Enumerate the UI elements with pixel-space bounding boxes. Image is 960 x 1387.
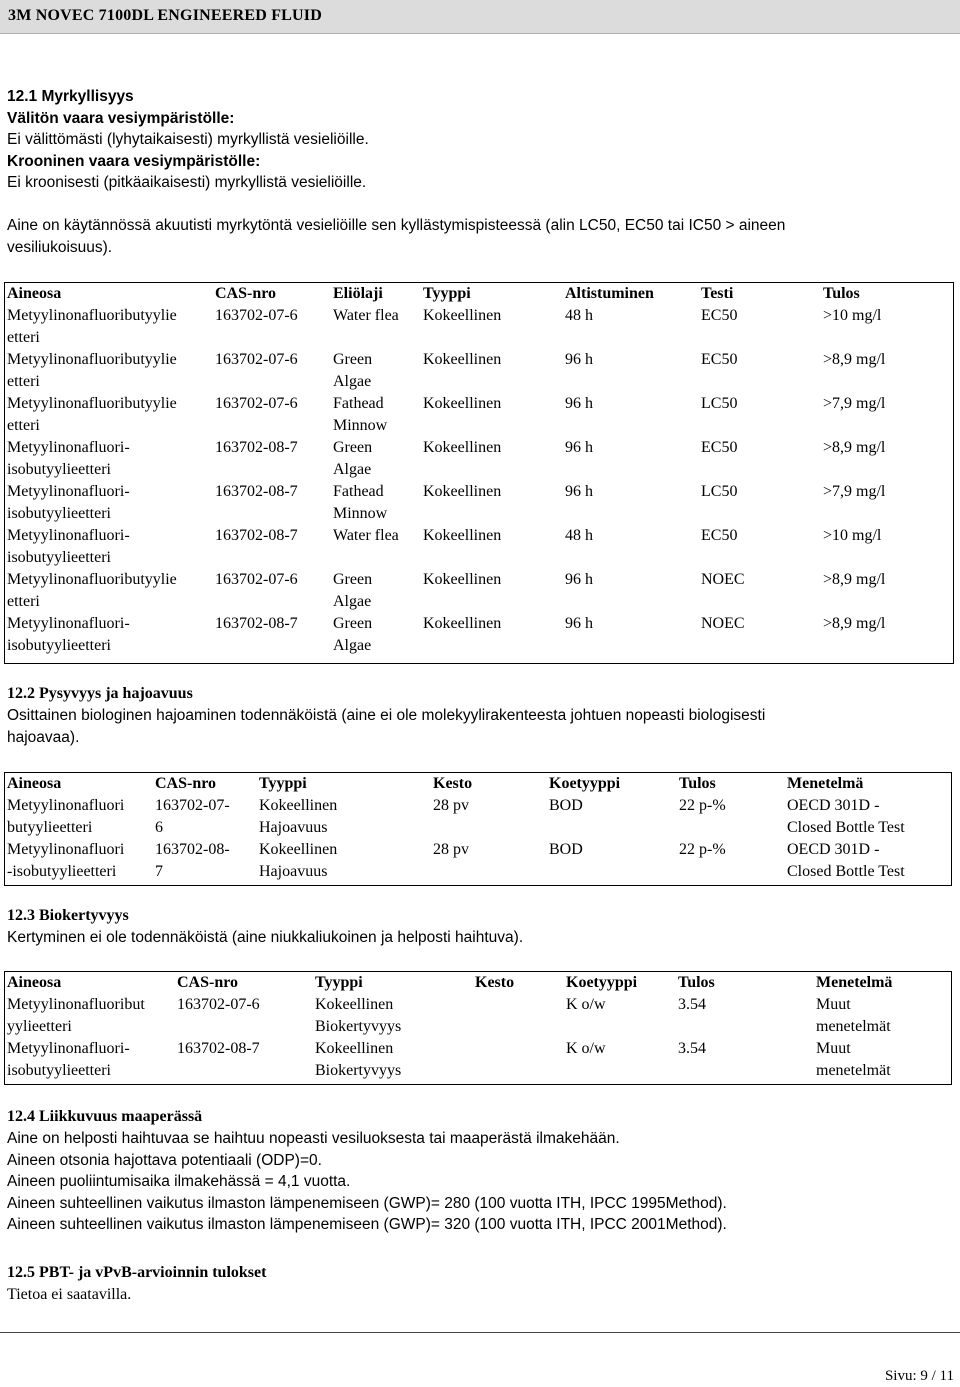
table-cell: 163702-07- 6: [155, 797, 230, 836]
table-cell: Kokeellinen: [423, 571, 502, 588]
column-header: Tyyppi: [423, 285, 471, 302]
table-cell: Metyylinonafluori- isobutyylieetteri: [7, 439, 130, 478]
table-cell: Fathead Minnow: [333, 395, 388, 434]
table-row: [5, 305, 951, 349]
table-cell: Kokeellinen: [423, 439, 502, 456]
table-cell: EC50: [701, 307, 738, 324]
table-cell: Metyylinonafluori- isobutyylieetteri: [7, 1040, 130, 1079]
section-heading: 12.2 Pysyvyys ja hajoavuus: [7, 685, 193, 702]
table-header-row: [5, 283, 951, 305]
column-header: Menetelmä: [787, 775, 864, 792]
table-cell: NOEC: [701, 571, 745, 588]
table-cell: 163702-08-7: [215, 527, 298, 544]
section-degradability: [7, 683, 765, 748]
table-row: [5, 994, 949, 1038]
mobility-lines: [7, 1128, 727, 1236]
column-header: Aineosa: [7, 775, 62, 792]
table-cell: Kokeellinen: [423, 483, 502, 500]
table-cell: Green Algae: [333, 571, 373, 610]
table-cell: OECD 301D - Closed Bottle Test: [787, 797, 905, 836]
table-cell: Muut menetelmät: [816, 996, 891, 1035]
table-cell: [473, 1038, 564, 1082]
table-cell: Metyylinonafluori -isobutyylieetteri: [7, 841, 125, 880]
column-header: Altistuminen: [565, 285, 654, 302]
table-cell: 3.54: [678, 996, 706, 1013]
table-cell: 22 p-%: [679, 841, 726, 858]
column-header: Kesto: [475, 974, 515, 991]
table-cell: Kokeellinen Biokertyvyys: [315, 1040, 402, 1079]
table-cell: 3.54: [678, 1040, 706, 1057]
table-cell: Metyylinonafluori- isobutyylieetteri: [7, 615, 130, 654]
column-header: CAS-nro: [155, 775, 217, 792]
table-cell: K o/w: [566, 1040, 606, 1057]
table-cell: 96 h: [565, 483, 593, 500]
section-mobility: [7, 1106, 727, 1236]
column-header: Tulos: [679, 775, 716, 792]
table-cell: Metyylinonafluori butyylieetteri: [7, 797, 125, 836]
table-row: [5, 839, 949, 883]
degradation-table: [5, 773, 949, 883]
table-cell: Kokeellinen: [423, 527, 502, 544]
table-cell: 163702-08-7: [215, 483, 298, 500]
table-cell: >8,9 mg/l: [823, 615, 886, 632]
degradability-text-line2: hajoavaa).: [7, 728, 80, 746]
table-row: [5, 349, 951, 393]
table-cell: 28 pv: [433, 797, 469, 814]
section-bioaccumulation: [7, 905, 523, 949]
column-header: Testi: [701, 285, 734, 302]
section-heading: 12.4 Liikkuvuus maaperässä: [7, 1108, 203, 1125]
table-cell: Metyylinonafluoributyylie etteri: [7, 307, 177, 346]
table-cell: 22 p-%: [679, 797, 726, 814]
section-toxicity: [7, 86, 785, 258]
table-cell: 163702-07-6: [215, 307, 298, 324]
table-cell: 163702-08-7: [215, 439, 298, 456]
table-cell: >8,9 mg/l: [823, 571, 886, 588]
section-heading: 12.1 Myrkyllisyys: [7, 88, 134, 105]
table-row: [5, 795, 949, 839]
table-cell: Water flea: [333, 527, 399, 544]
document-title: 3M NOVEC 7100DL ENGINEERED FLUID: [8, 7, 322, 24]
table-cell: 96 h: [565, 571, 593, 588]
table-row: [5, 569, 951, 613]
pbt-text: Tietoa ei saatavilla.: [7, 1286, 132, 1303]
table-cell: 163702-08-7: [215, 615, 298, 632]
table-row: [5, 1038, 949, 1082]
column-header: Tyyppi: [315, 974, 363, 991]
table-cell: 163702-08- 7: [155, 841, 230, 880]
column-header: Menetelmä: [816, 974, 893, 991]
column-header: CAS-nro: [215, 285, 277, 302]
column-header: Tulos: [823, 285, 860, 302]
table-header-row: [5, 773, 949, 795]
table-cell: 163702-07-6: [215, 395, 298, 412]
table-cell: 96 h: [565, 351, 593, 368]
mobility-line: Aineen suhteellinen vaikutus ilmaston lämpenemiseen (GWP)= 320 (100 vuotta ITH, IPCC 2001Method).: [7, 1216, 727, 1233]
acute-hazard-text: Ei välittömästi (lyhytaikaisesti) myrkyllistä vesieliöille.: [7, 131, 369, 148]
table-cell: BOD: [549, 797, 583, 814]
table-cell: Kokeellinen Hajoavuus: [259, 841, 338, 880]
table-cell: 96 h: [565, 615, 593, 632]
table-cell: Kokeellinen: [423, 615, 502, 632]
column-header: Eliölaji: [333, 285, 383, 302]
column-header: Kesto: [433, 775, 473, 792]
table-cell: K o/w: [566, 996, 606, 1013]
table-cell: Green Algae: [333, 615, 373, 654]
table-cell: 163702-07-6: [215, 351, 298, 368]
bioaccumulation-text: Kertyminen ei ole todennäköistä (aine niukkaliukoinen ja helposti haihtuva).: [7, 929, 524, 946]
column-header: Koetyyppi: [566, 974, 638, 991]
bioaccumulation-table: [5, 972, 949, 1082]
table-cell: EC50: [701, 351, 738, 368]
table-header-row: [5, 972, 949, 994]
mobility-line: Aineen otsonia hajottava potentiaali (ODP)=0.: [7, 1151, 322, 1169]
chronic-hazard-text: Ei kroonisesti (pitkäaikaisesti) myrkyllistä vesieliöille.: [7, 174, 367, 191]
table-cell: Metyylinonafluoributyylie etteri: [7, 351, 177, 390]
mobility-line: Aineen suhteellinen vaikutus ilmaston lämpenemiseen (GWP)= 280 (100 vuotta ITH, IPCC 1995Method).: [7, 1194, 727, 1212]
column-header: Tyyppi: [259, 775, 307, 792]
table-cell: Metyylinonafluoributyylie etteri: [7, 571, 177, 610]
column-header: Aineosa: [7, 974, 62, 991]
degradability-text-line1: Osittainen biologinen hajoaminen todennäköistä (aine ei ole molekyylirakenteesta johtuen nopeasti biologisesti: [7, 707, 766, 724]
table-cell: Metyylinonafluoribut yylieetteri: [7, 996, 145, 1035]
mobility-line: Aine on helposti haihtuvaa se haihtuu nopeasti vesiluoksesta tai maaperästä ilmakehään.: [7, 1130, 620, 1147]
section-heading: 12.5 PBT- ja vPvB-arvioinnin tulokset: [7, 1264, 267, 1281]
table-cell: 96 h: [565, 439, 593, 456]
column-header: CAS-nro: [177, 974, 239, 991]
table-cell: Fathead Minnow: [333, 483, 388, 522]
table-cell: >10 mg/l: [823, 527, 882, 544]
table-row: [5, 613, 951, 657]
toxicity-table: [5, 283, 951, 657]
table-cell: Muut menetelmät: [816, 1040, 891, 1079]
table-cell: OECD 301D - Closed Bottle Test: [787, 841, 905, 880]
table-cell: LC50: [701, 395, 738, 412]
table-cell: NOEC: [701, 615, 745, 632]
table-cell: Metyylinonafluori- isobutyylieetteri: [7, 483, 130, 522]
column-header: Koetyyppi: [549, 775, 621, 792]
spacer: [7, 194, 785, 216]
table-cell: [473, 994, 564, 1038]
table-cell: Kokeellinen Biokertyvyys: [315, 996, 402, 1035]
table-cell: 163702-07-6: [215, 571, 298, 588]
table-cell: >10 mg/l: [823, 307, 882, 324]
table-cell: BOD: [549, 841, 583, 858]
table-cell: 48 h: [565, 307, 593, 324]
table-cell: Green Algae: [333, 351, 373, 390]
table-cell: >7,9 mg/l: [823, 395, 886, 412]
footer-divider: [0, 1332, 960, 1333]
table-cell: Kokeellinen: [423, 351, 502, 368]
table-row: [5, 481, 951, 525]
table-cell: 48 h: [565, 527, 593, 544]
column-header: Aineosa: [7, 285, 62, 302]
acute-hazard-label: Välitön vaara vesiympäristölle:: [7, 109, 235, 127]
table-cell: LC50: [701, 483, 738, 500]
table-cell: Kokeellinen: [423, 395, 502, 412]
table-cell: 28 pv: [433, 841, 469, 858]
table-cell: Kokeellinen Hajoavuus: [259, 797, 338, 836]
toxicity-note-line1: Aine on käytännössä akuutisti myrkytöntä vesieliöille sen kyllästymispisteessä (alin LC50, EC50 tai IC50 > aineen: [7, 217, 786, 234]
document-header: [0, 0, 960, 34]
table-cell: >8,9 mg/l: [823, 439, 886, 456]
table-cell: Kokeellinen: [423, 307, 502, 324]
page-number: Sivu: 9 / 11: [884, 1368, 954, 1384]
table-row: [5, 525, 951, 569]
table-row: [5, 437, 951, 481]
table-cell: 163702-08-7: [177, 1040, 260, 1057]
mobility-line: Aineen puoliintumisaika ilmakehässä = 4,1 vuotta.: [7, 1173, 351, 1190]
table-cell: Water flea: [333, 307, 399, 324]
table-cell: Metyylinonafluoributyylie etteri: [7, 395, 177, 434]
table-cell: EC50: [701, 439, 738, 456]
section-pbt: [7, 1262, 266, 1306]
section-heading: 12.3 Biokertyvyys: [7, 907, 129, 924]
table-cell: Green Algae: [333, 439, 373, 478]
table-row: [5, 393, 951, 437]
table-cell: Metyylinonafluori- isobutyylieetteri: [7, 527, 130, 566]
chronic-hazard-label: Krooninen vaara vesiympäristölle:: [7, 152, 261, 170]
table-cell: 163702-07-6: [177, 996, 260, 1013]
table-cell: EC50: [701, 527, 738, 544]
table-cell: >7,9 mg/l: [823, 483, 886, 500]
table-cell: >8,9 mg/l: [823, 351, 886, 368]
column-header: Tulos: [678, 974, 715, 991]
toxicity-note-line2: vesiliukoisuus).: [7, 238, 113, 256]
table-cell: 96 h: [565, 395, 593, 412]
